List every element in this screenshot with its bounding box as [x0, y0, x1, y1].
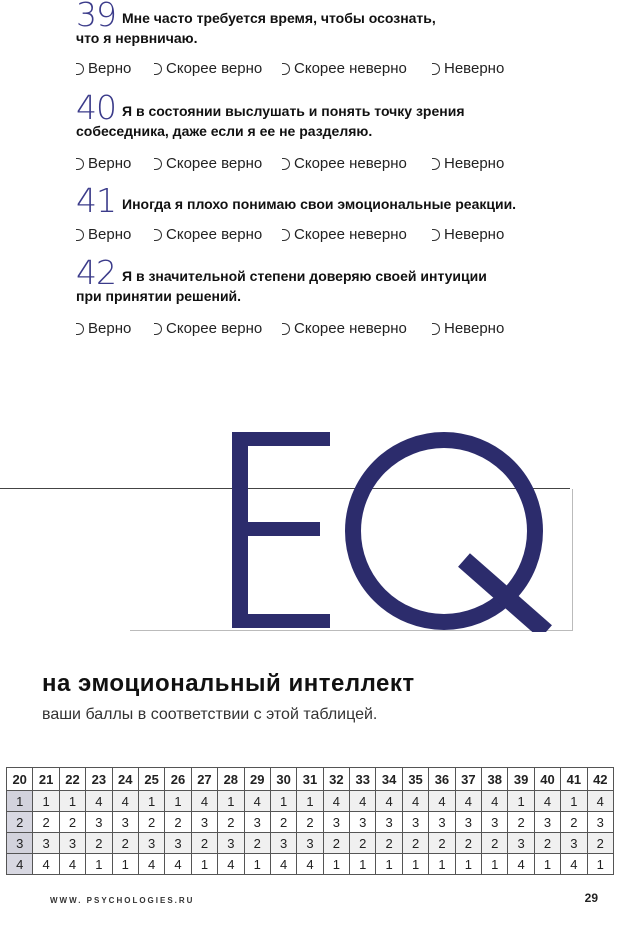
section-heading: на эмоциональный интеллект [42, 670, 415, 697]
radio-icon[interactable] [76, 323, 84, 335]
radio-icon[interactable] [154, 158, 162, 170]
question-41 [76, 181, 596, 243]
answer-option-label: Скорее неверно [294, 226, 407, 243]
answer-option[interactable] [76, 320, 131, 337]
table-cell: 4 [482, 791, 508, 812]
table-cell: 4 [218, 854, 244, 875]
table-cell: 2 [112, 833, 138, 854]
radio-icon[interactable] [76, 158, 84, 170]
eq-letter-q [344, 432, 554, 632]
table-cell: 2 [323, 833, 349, 854]
table-cell: 1 [244, 854, 270, 875]
table-header-cell: 20 [7, 768, 33, 791]
table-cell: 3 [376, 812, 402, 833]
table-cell: 4 [402, 791, 428, 812]
answer-option[interactable] [154, 155, 262, 172]
table-cell: 2 [59, 812, 85, 833]
question-number: 39 [76, 0, 116, 34]
table-cell: 3 [402, 812, 428, 833]
table-cell: 4 [323, 791, 349, 812]
table-header-cell: 41 [561, 768, 587, 791]
answer-option[interactable] [432, 320, 504, 337]
table-cell: 1 [402, 854, 428, 875]
page-number: 29 [584, 891, 598, 905]
answer-option-label: Скорее неверно [294, 60, 407, 77]
table-cell: 2 [455, 833, 481, 854]
table-cell: 4 [534, 791, 560, 812]
table-cell: 3 [33, 833, 59, 854]
table-header-cell: 28 [218, 768, 244, 791]
question-39 [76, 0, 596, 77]
radio-icon[interactable] [154, 229, 162, 241]
table-cell: 3 [138, 833, 164, 854]
table-cell: 2 [402, 833, 428, 854]
answer-option-label: Скорее верно [166, 155, 263, 172]
table-cell: 4 [191, 791, 217, 812]
table-cell: 1 [112, 854, 138, 875]
answer-option-label: Скорее верно [166, 226, 263, 243]
question-header [76, 0, 596, 48]
table-cell: 1 [508, 791, 534, 812]
section-subheading: ваши баллы в соответствии с этой таблицей. [42, 706, 378, 723]
answer-option[interactable] [282, 226, 407, 243]
footer-url: WWW. PSYCHOLOGIES.RU [50, 896, 195, 905]
question-text-line1: Иногда я плохо понимаю свои эмоциональные реакции. [122, 196, 517, 212]
answer-option-label: Скорее верно [166, 60, 263, 77]
table-cell: 1 [7, 791, 33, 812]
table-cell: 4 [165, 854, 191, 875]
question-text-line1: Мне часто требуется время, чтобы осознать, [122, 10, 436, 26]
table-header-cell: 32 [323, 768, 349, 791]
table-header-cell: 30 [270, 768, 296, 791]
table-cell: 2 [508, 812, 534, 833]
table-cell: 2 [482, 833, 508, 854]
table-cell: 3 [534, 812, 560, 833]
table-cell: 1 [482, 854, 508, 875]
question-text-line2: что я нервничаю. [76, 30, 198, 46]
radio-icon[interactable] [76, 63, 84, 75]
answer-option-label: Неверно [444, 320, 505, 337]
answer-option-label: Верно [88, 226, 132, 243]
table-cell: 2 [86, 833, 112, 854]
table-cell: 3 [350, 812, 376, 833]
answer-option-label: Неверно [444, 60, 505, 77]
radio-icon[interactable] [282, 158, 290, 170]
table-cell: 2 [138, 812, 164, 833]
table-cell: 1 [297, 791, 323, 812]
table-header-cell: 37 [455, 768, 481, 791]
radio-icon[interactable] [432, 323, 440, 335]
table-row [7, 854, 614, 875]
table-cell: 4 [376, 791, 402, 812]
table-cell: 3 [429, 812, 455, 833]
table-header-cell: 27 [191, 768, 217, 791]
table-cell: 4 [587, 791, 613, 812]
radio-icon[interactable] [432, 63, 440, 75]
answer-option-label: Неверно [444, 155, 505, 172]
table-cell: 4 [7, 854, 33, 875]
table-header-cell: 40 [534, 768, 560, 791]
question-header [76, 181, 596, 220]
table-cell: 1 [323, 854, 349, 875]
table-cell: 2 [7, 812, 33, 833]
question-42 [76, 253, 596, 337]
table-header-cell: 23 [86, 768, 112, 791]
table-cell: 2 [376, 833, 402, 854]
table-cell: 4 [59, 854, 85, 875]
table-cell: 2 [244, 833, 270, 854]
table-cell: 4 [33, 854, 59, 875]
table-cell: 3 [218, 833, 244, 854]
table-cell: 3 [59, 833, 85, 854]
question-number: 40 [76, 88, 116, 127]
table-row [7, 833, 614, 854]
answer-option[interactable] [76, 226, 131, 243]
table-header-cell: 22 [59, 768, 85, 791]
table-row [7, 791, 614, 812]
table-cell: 3 [7, 833, 33, 854]
radio-icon[interactable] [432, 158, 440, 170]
answer-option[interactable] [432, 60, 504, 77]
table-header-cell: 34 [376, 768, 402, 791]
table-header-cell: 21 [33, 768, 59, 791]
question-number: 42 [76, 253, 116, 292]
table-cell: 3 [191, 812, 217, 833]
table-header-cell: 29 [244, 768, 270, 791]
question-text-line1: Я в значительной степени доверяю своей интуиции [122, 268, 487, 284]
table-cell: 2 [270, 812, 296, 833]
table-cell: 3 [455, 812, 481, 833]
table-cell: 1 [270, 791, 296, 812]
table-cell: 3 [561, 833, 587, 854]
table-cell: 1 [218, 791, 244, 812]
table-cell: 1 [561, 791, 587, 812]
score-table [6, 767, 614, 875]
table-cell: 1 [191, 854, 217, 875]
answer-option[interactable] [432, 226, 504, 243]
table-cell: 1 [33, 791, 59, 812]
table-header-cell: 31 [297, 768, 323, 791]
table-cell: 1 [587, 854, 613, 875]
table-cell: 3 [244, 812, 270, 833]
table-cell: 3 [165, 833, 191, 854]
table-cell: 4 [112, 791, 138, 812]
question-text-line1: Я в состоянии выслушать и понять точку зрения [122, 103, 465, 119]
question-header [76, 253, 596, 306]
answer-option[interactable] [432, 155, 504, 172]
table-cell: 4 [244, 791, 270, 812]
answer-option[interactable] [76, 155, 131, 172]
table-cell: 4 [455, 791, 481, 812]
question-40 [76, 88, 596, 172]
radio-icon[interactable] [282, 63, 290, 75]
table-cell: 4 [561, 854, 587, 875]
question-text-line2: при принятии решений. [76, 288, 242, 304]
radio-icon[interactable] [282, 323, 290, 335]
table-header-cell: 39 [508, 768, 534, 791]
answer-option-label: Верно [88, 320, 132, 337]
eq-letter-e [232, 432, 330, 628]
table-cell: 1 [165, 791, 191, 812]
table-cell: 1 [59, 791, 85, 812]
table-cell: 2 [561, 812, 587, 833]
answer-option-label: Скорее неверно [294, 155, 407, 172]
question-text [122, 194, 516, 214]
table-cell: 3 [587, 812, 613, 833]
table-cell: 2 [350, 833, 376, 854]
table-header-cell: 26 [165, 768, 191, 791]
answer-option-label: Верно [88, 155, 132, 172]
radio-icon[interactable] [76, 229, 84, 241]
table-cell: 2 [587, 833, 613, 854]
table-cell: 2 [297, 812, 323, 833]
table-cell: 2 [165, 812, 191, 833]
table-header-cell: 35 [402, 768, 428, 791]
table-cell: 4 [297, 854, 323, 875]
table-cell: 3 [482, 812, 508, 833]
table-cell: 3 [508, 833, 534, 854]
table-cell: 3 [270, 833, 296, 854]
table-row [7, 812, 614, 833]
table-cell: 1 [376, 854, 402, 875]
table-cell: 3 [323, 812, 349, 833]
table-cell: 2 [191, 833, 217, 854]
answer-option-label: Неверно [444, 226, 505, 243]
answer-option-label: Скорее верно [166, 320, 263, 337]
table-cell: 1 [455, 854, 481, 875]
answer-option[interactable] [154, 226, 262, 243]
table-cell: 3 [112, 812, 138, 833]
answer-option[interactable] [76, 60, 131, 77]
table-cell: 2 [534, 833, 560, 854]
table-cell: 4 [270, 854, 296, 875]
table-header-cell: 38 [482, 768, 508, 791]
answer-option-label: Скорее неверно [294, 320, 407, 337]
table-header-cell: 36 [429, 768, 455, 791]
table-cell: 4 [508, 854, 534, 875]
table-cell: 1 [429, 854, 455, 875]
answer-option[interactable] [282, 320, 407, 337]
answer-option[interactable] [154, 60, 262, 77]
answer-option[interactable] [154, 320, 262, 337]
question-number: 41 [76, 181, 116, 220]
table-cell: 3 [297, 833, 323, 854]
answer-option-label: Верно [88, 60, 132, 77]
table-header-row [7, 768, 614, 791]
table-cell: 1 [534, 854, 560, 875]
answer-option[interactable] [282, 60, 407, 77]
question-text-line2: собеседника, даже если я ее не разделяю. [76, 123, 373, 139]
table-cell: 2 [218, 812, 244, 833]
table-cell: 4 [86, 791, 112, 812]
table-header-cell: 42 [587, 768, 613, 791]
table-cell: 1 [138, 791, 164, 812]
question-header [76, 88, 596, 141]
table-cell: 4 [350, 791, 376, 812]
table-cell: 2 [33, 812, 59, 833]
radio-icon[interactable] [154, 63, 162, 75]
answer-option[interactable] [282, 155, 407, 172]
table-cell: 1 [86, 854, 112, 875]
table-header-cell: 25 [138, 768, 164, 791]
table-cell: 1 [350, 854, 376, 875]
radio-icon[interactable] [282, 229, 290, 241]
table-cell: 4 [138, 854, 164, 875]
table-header-cell: 24 [112, 768, 138, 791]
radio-icon[interactable] [154, 323, 162, 335]
radio-icon[interactable] [432, 229, 440, 241]
table-cell: 3 [86, 812, 112, 833]
table-cell: 2 [429, 833, 455, 854]
table-cell: 4 [429, 791, 455, 812]
table-header-cell: 33 [350, 768, 376, 791]
